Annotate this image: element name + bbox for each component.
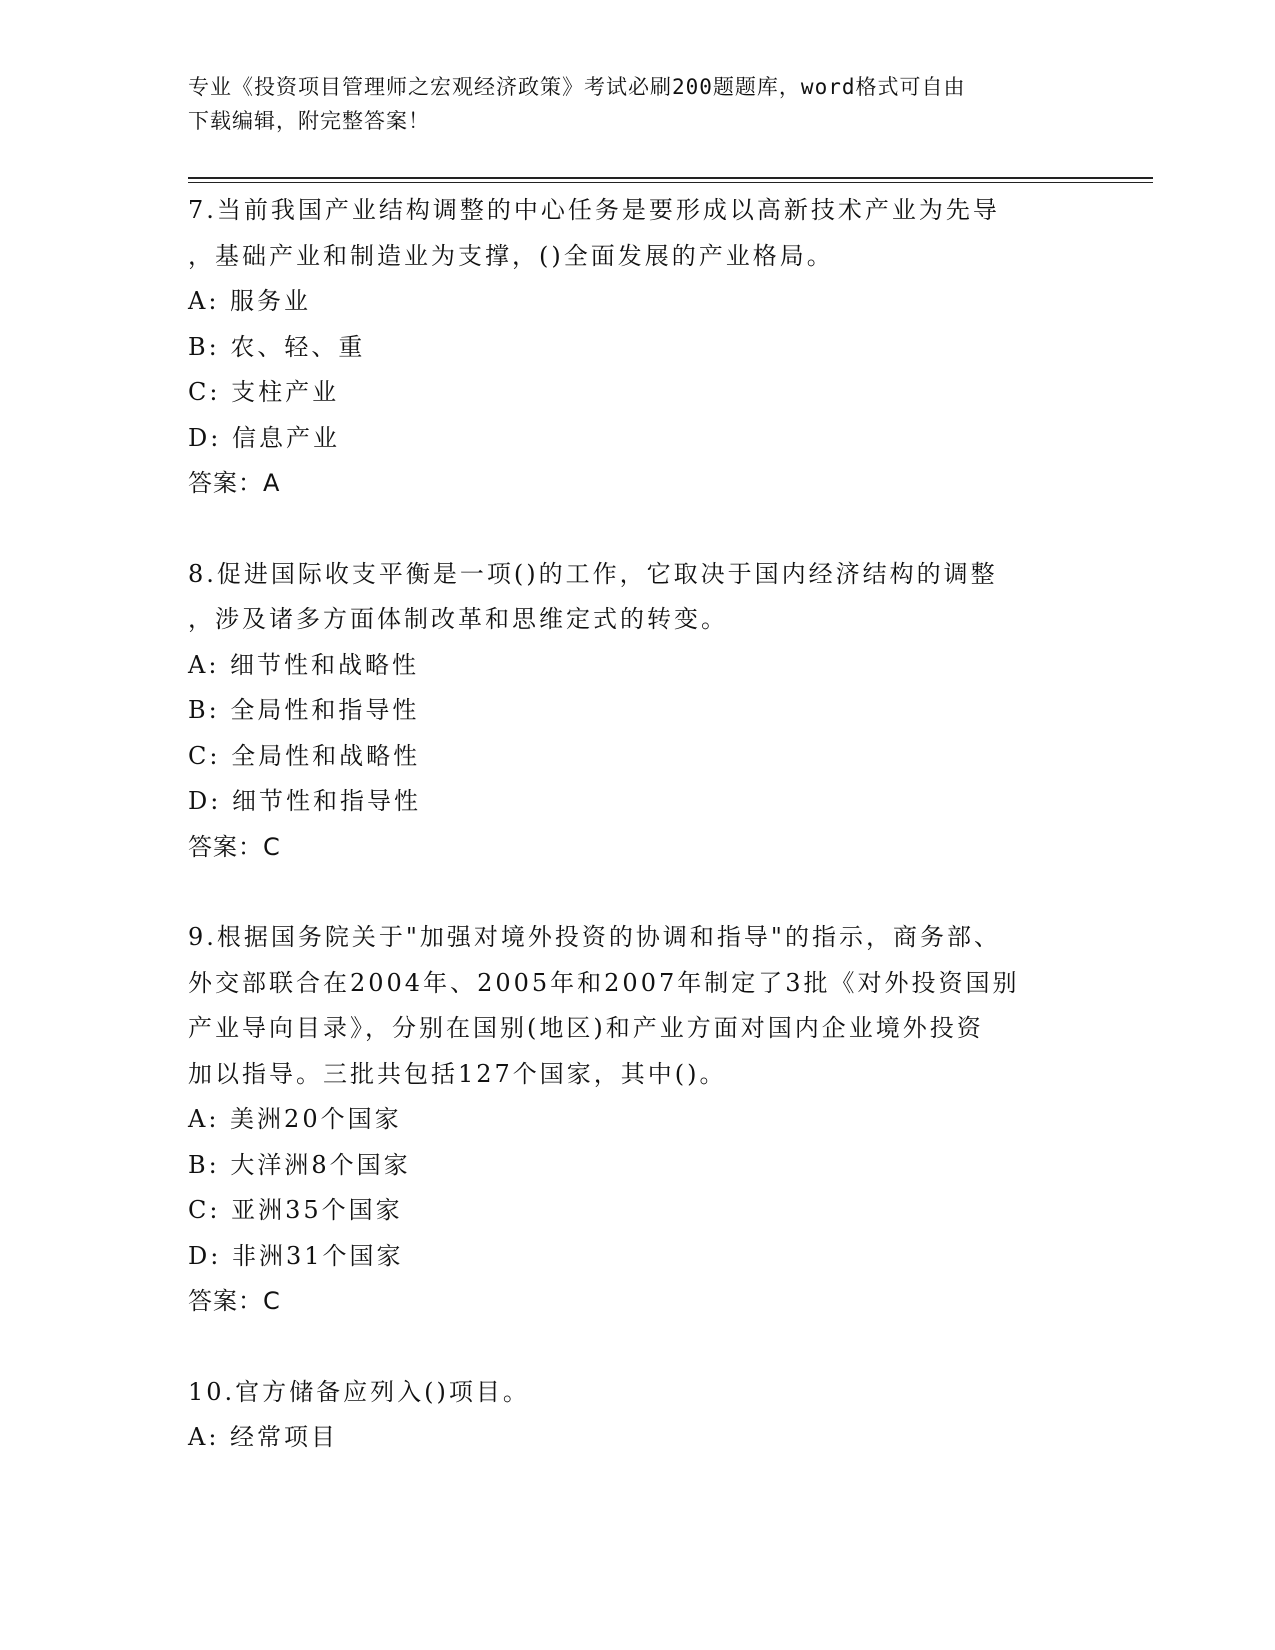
option-b: B: 大洋洲8个国家: [188, 1150, 411, 1179]
answer: 答案：C: [188, 832, 281, 861]
question-list: [188, 188, 1068, 1506]
header-divider-thick: [188, 177, 1153, 179]
option-a: A: 经常项目: [188, 1423, 339, 1451]
option-a: A: 细节性和战略性: [188, 650, 420, 679]
question-text-line: ，涉及诸多方面体制改革和思维定式的转变。: [188, 605, 728, 633]
answer: 答案：C: [188, 1287, 281, 1315]
question-text-line: 7.当前我国产业结构调整的中心任务是要形成以高新技术产业为先导: [188, 196, 1000, 224]
option-c: C: 支柱产业: [188, 378, 340, 406]
header-line-2: 下载编辑，附完整答案！: [188, 109, 430, 133]
question-8: [188, 552, 1068, 871]
document-header: [188, 70, 1068, 138]
question-9: [188, 915, 1068, 1325]
question-text-line: ，基础产业和制造业为支撑，()全面发展的产业格局。: [188, 241, 834, 270]
option-c: C: 亚洲35个国家: [188, 1196, 403, 1224]
header-divider-thin: [188, 182, 1153, 183]
option-a: A: 美洲20个国家: [188, 1105, 402, 1133]
question-text-line: 8.促进国际收支平衡是一项()的工作，它取决于国内经济结构的调整: [188, 559, 998, 588]
question-text-line: 10.官方储备应列入()项目。: [188, 1377, 530, 1406]
question-text-line: 9.根据国务院关于"加强对境外投资的协调和指导"的指示，商务部、: [188, 923, 1001, 951]
option-b: B: 全局性和指导性: [188, 696, 420, 724]
option-d: D: 非洲31个国家: [188, 1241, 404, 1270]
question-7: [188, 188, 1068, 507]
option-d: D: 细节性和指导性: [188, 787, 421, 815]
option-c: C: 全局性和战略性: [188, 741, 421, 770]
question-text-line: 加以指导。三批共包括127个国家，其中()。: [188, 1059, 727, 1088]
answer: 答案：A: [188, 469, 281, 497]
question-text-line: 外交部联合在2004年、2005年和2007年制定了3批《对外投资国别: [188, 968, 1020, 997]
option-a: A: 服务业: [188, 287, 312, 315]
option-b: B: 农、轻、重: [188, 332, 366, 361]
option-d: D: 信息产业: [188, 423, 340, 452]
question-10: [188, 1370, 1068, 1461]
question-text-line: 产业导向目录》，分别在国别(地区)和产业方面对国内企业境外投资: [188, 1014, 984, 1042]
header-line-1: 专业《投资项目管理师之宏观经济政策》考试必刷200题题库，word格式可自由: [188, 75, 966, 99]
